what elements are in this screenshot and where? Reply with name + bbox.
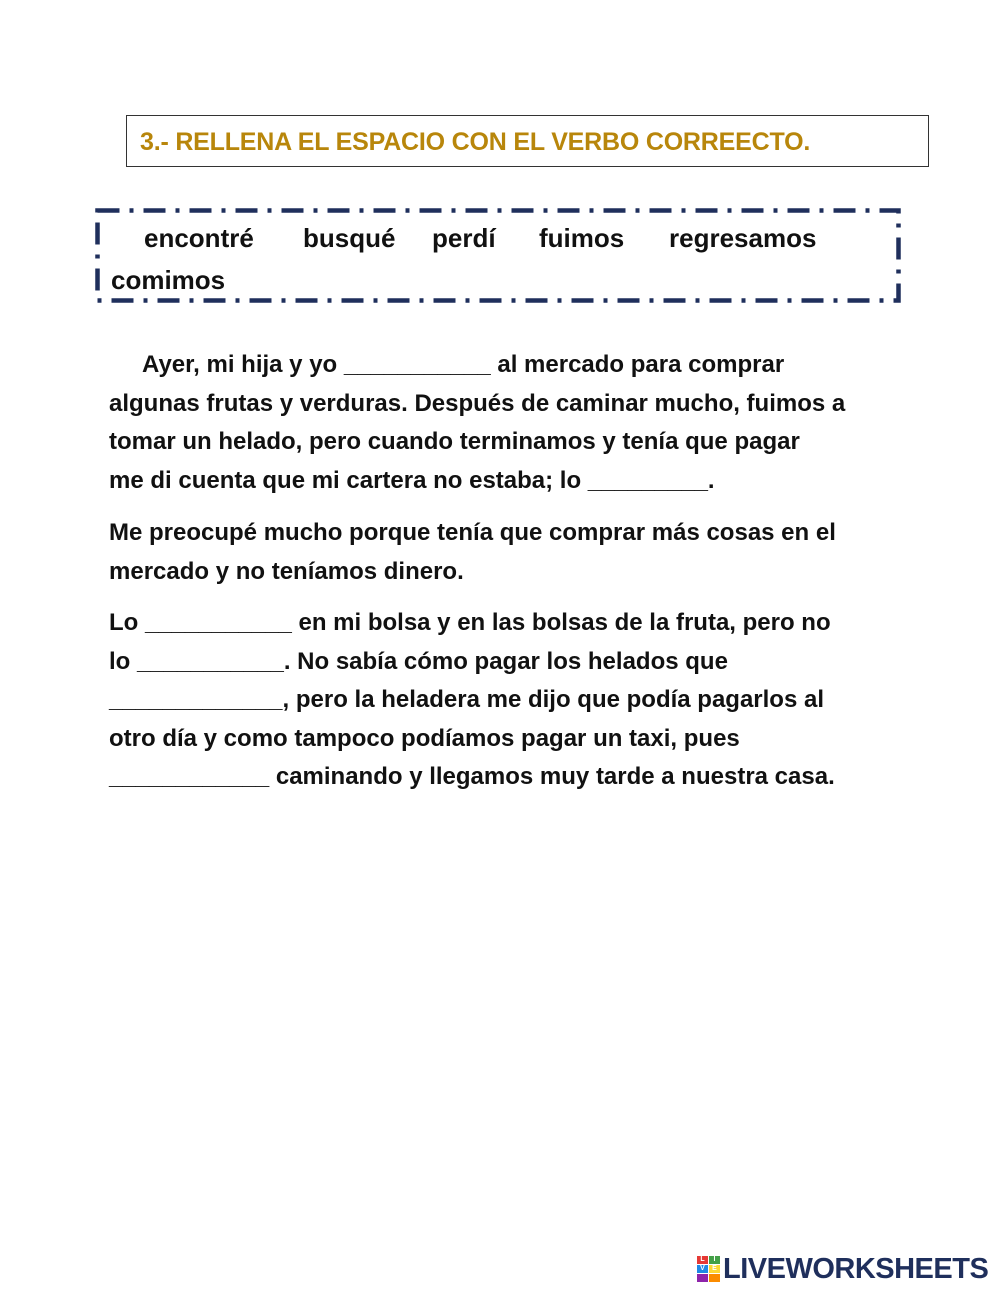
word-bank-word-busque[interactable]: busqué [303,223,396,253]
paragraph-line: ____________ caminando y llegamos muy tarde a nuestra casa. [109,763,835,790]
word-bank-word-regresamos[interactable]: regresamos [669,223,817,253]
paragraph-line: algunas frutas y verduras. Después de caminar mucho, fuimos a [109,389,846,417]
logo-blocks-icon [697,1256,720,1282]
paragraph-line: mercado y no teníamos dinero. [109,557,464,585]
logo-block: E [709,1265,720,1273]
paragraph-line: otro día y como tampoco podíamos pagar un taxi, pues [109,724,740,752]
word-bank-word-perdi[interactable]: perdí [432,223,496,253]
paragraph-3 [109,604,835,797]
paragraph-1 [109,346,845,500]
logo-block: V [697,1265,708,1273]
logo-block [709,1274,720,1282]
logo-text: LIVEWORKSHEETS [723,1253,989,1285]
exercise-title-box [126,115,929,167]
paragraph-line: Ayer, mi hija y yo ___________ al mercado para comprar [142,351,785,378]
paragraph-line: tomar un helado, pero cuando terminamos y tenía que pagar [109,428,800,455]
word-bank [95,208,901,303]
logo-block: L [697,1256,708,1264]
paragraph-2 [109,514,836,591]
paragraph-line: Lo ___________ en mi bolsa y en las bolsas de la fruta, pero no [109,609,831,636]
liveworksheets-logo [697,1254,988,1284]
paragraph-line: _____________, pero la heladera me dijo que podía pagarlos al [109,686,824,713]
word-bank-word-fuimos[interactable]: fuimos [539,223,625,253]
paragraph-line: Me preocupé mucho porque tenía que comprar más cosas en el [109,519,836,546]
logo-block [697,1274,708,1282]
paragraph-line: lo ___________. No sabía cómo pagar los helados que [109,647,728,675]
paragraph-line: me di cuenta que mi cartera no estaba; lo _________. [109,466,715,494]
word-bank-word-encontre[interactable]: encontré [144,223,254,253]
exercise-title: 3.- RELLENA EL ESPACIO CON EL VERBO CORREECTO. [140,128,811,156]
word-bank-word-comimos[interactable]: comimos [111,265,226,295]
logo-block: I [709,1256,720,1264]
